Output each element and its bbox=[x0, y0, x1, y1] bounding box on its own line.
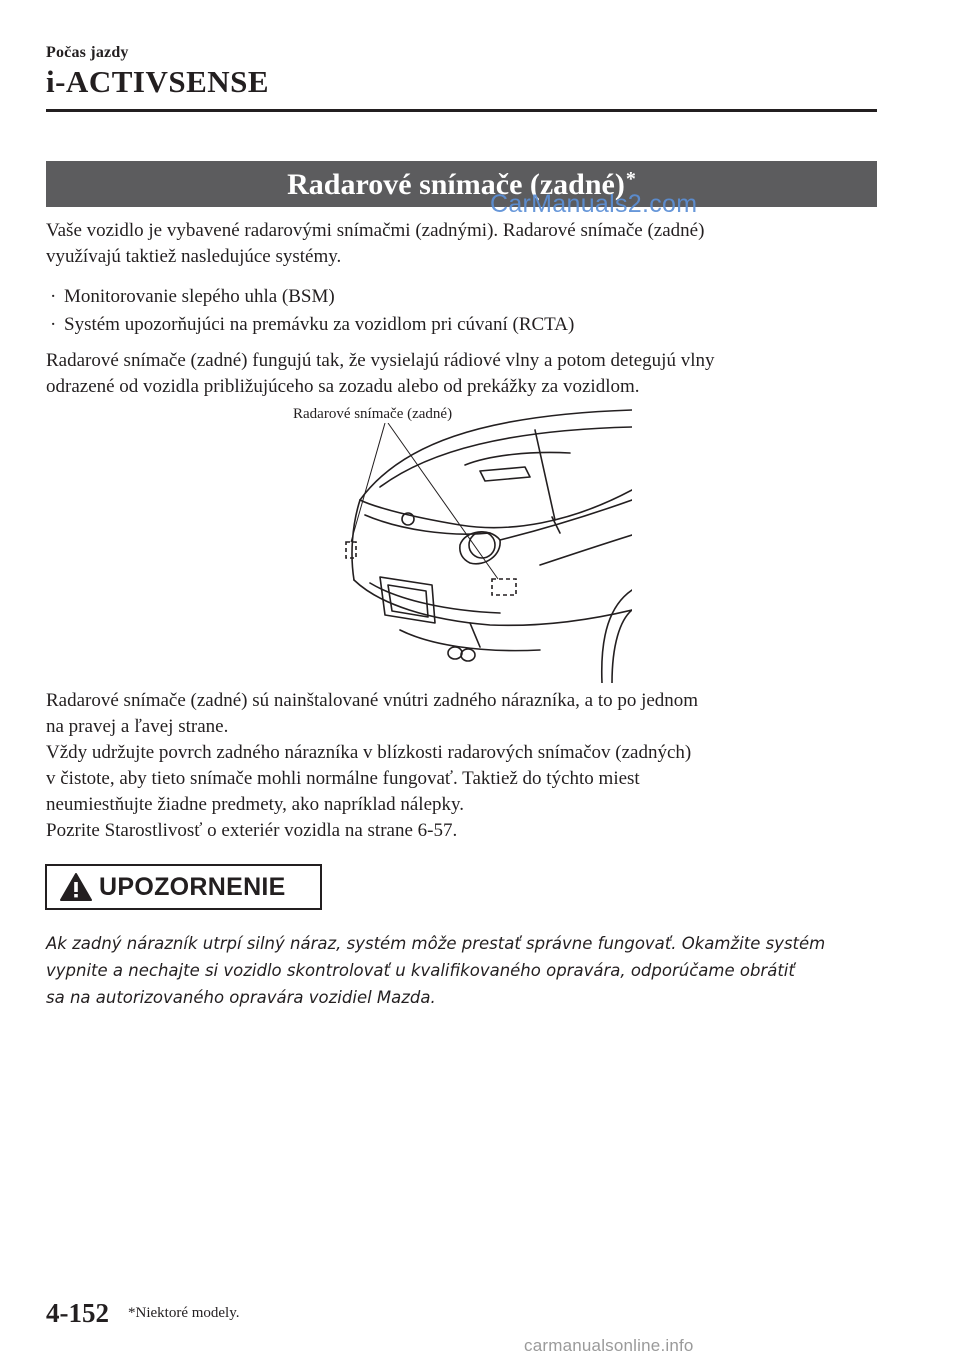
location-line: Radarové snímače (zadné) sú nainštalované vnútri zadného nárazníka, a to po jednom bbox=[46, 690, 699, 711]
footnote-mark: * bbox=[625, 168, 636, 190]
function-paragraph bbox=[46, 348, 866, 400]
page-number: 4-152 bbox=[46, 1298, 109, 1328]
location-paragraph bbox=[46, 688, 866, 844]
location-line: Pozrite Starostlivosť o exteriér vozidla na strane 6-57. bbox=[46, 820, 458, 841]
warning-title: UPOZORNENIE bbox=[99, 872, 286, 901]
watermark-bottom[interactable]: carmanualsonline.info bbox=[524, 1336, 694, 1355]
bullet-marker: · bbox=[50, 314, 57, 335]
figure-label: Radarové snímače (zadné) bbox=[293, 406, 453, 422]
intro-line: Vaše vozidlo je vybavené radarovými snímačmi (zadnými). Radarové snímače (zadné) bbox=[46, 220, 705, 241]
watermark-top[interactable]: CarManuals2.com bbox=[490, 190, 698, 218]
warning-triangle-icon bbox=[59, 872, 93, 902]
warning-line: vypnite a nechajte si vozidlo skontrolovať u kvalifikovaného opravára, odporúčame obrátiť bbox=[46, 961, 795, 980]
bullet-item-bsm bbox=[50, 284, 335, 310]
bullet-item-rcta bbox=[50, 312, 574, 338]
location-line: na pravej a ľavej strane. bbox=[46, 716, 229, 737]
rear-car-illustration bbox=[340, 405, 632, 683]
warning-header bbox=[45, 864, 322, 910]
intro-paragraph bbox=[46, 218, 866, 270]
warning-text bbox=[46, 930, 886, 1011]
header-rule bbox=[46, 109, 877, 112]
warning-line: Ak zadný nárazník utrpí silný náraz, systém môže prestať správne fungovať. Okamžite systém bbox=[46, 934, 826, 953]
bullet-text: Systém upozorňujúci na premávku za vozidlom pri cúvaní (RCTA) bbox=[64, 314, 575, 335]
chapter-title: i-ACTIVSENSE bbox=[46, 64, 270, 99]
running-section-title: Počas jazdy bbox=[46, 44, 129, 61]
intro-line: využívajú taktiež nasledujúce systémy. bbox=[46, 246, 342, 267]
bullet-text: Monitorovanie slepého uhla (BSM) bbox=[64, 286, 335, 307]
footnote: *Niektoré modely. bbox=[128, 1305, 240, 1321]
section-title: Radarové snímače (zadné) bbox=[287, 168, 625, 201]
bullet-marker: · bbox=[50, 286, 57, 307]
location-line: Vždy udržujte povrch zadného nárazníka v blízkosti radarových snímačov (zadných) bbox=[46, 742, 692, 763]
section-banner bbox=[46, 161, 877, 207]
function-line: odrazené od vozidla približujúceho sa zozadu alebo od prekážky za vozidlom. bbox=[46, 376, 640, 397]
location-line: v čistote, aby tieto snímače mohli normálne fungovať. Taktiež do týchto miest bbox=[46, 768, 640, 789]
function-line: Radarové snímače (zadné) fungujú tak, že vysielajú rádiové vlny a potom detegujú vlny bbox=[46, 350, 715, 371]
warning-line: sa na autorizovaného opravára vozidiel Mazda. bbox=[46, 988, 436, 1007]
location-line: neumiestňujte žiadne predmety, ako napríklad nálepky. bbox=[46, 794, 465, 815]
